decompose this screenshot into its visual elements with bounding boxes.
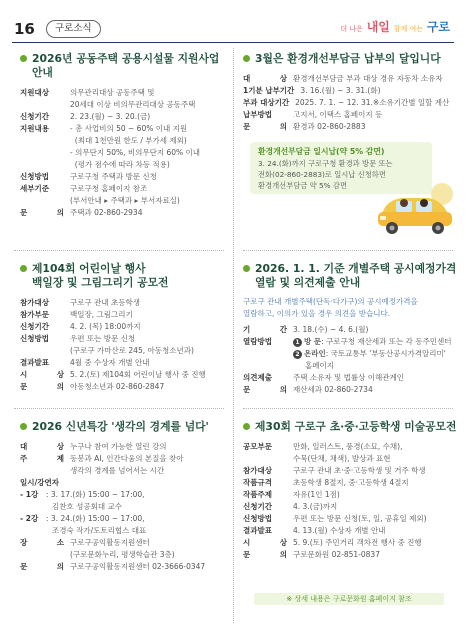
info-row bbox=[243, 97, 457, 109]
info-row bbox=[243, 549, 457, 561]
info-row bbox=[20, 537, 230, 561]
notice-title: 2026년 공동주택 공용시설물 지원사업 안내 bbox=[20, 52, 230, 80]
row-value-line: 구로구공익활동지원센터 bbox=[70, 538, 150, 547]
info-row bbox=[243, 441, 457, 465]
info-row bbox=[243, 384, 457, 396]
row-value-line: 우편 또는 방문 신청 bbox=[70, 334, 136, 343]
section-tag: 구로소식 bbox=[46, 20, 101, 38]
row-value bbox=[70, 453, 230, 477]
row-value-line: 구로구공익활동지원센터 02-3666-0347 bbox=[70, 562, 206, 571]
row-value-line: (구로구 가마산로 245, 아동청소년과) bbox=[70, 346, 194, 355]
row-value bbox=[70, 87, 230, 111]
info-row bbox=[243, 501, 457, 513]
row-value-line: 주택 소유자 및 법률상 이해관계인 bbox=[293, 373, 404, 382]
info-row bbox=[243, 477, 457, 489]
row-value-line: 구로구청 홈페이지 참조 bbox=[70, 184, 148, 193]
row-label: 1기분 납부기간 bbox=[243, 86, 295, 95]
row-value-line: 초등학생 8절지, 중·고등학생 4절지 bbox=[293, 478, 409, 487]
row-label: 장 소 bbox=[20, 538, 64, 547]
row-value bbox=[293, 537, 457, 549]
row-value-line: 5. 9.(토) 주민거리 객차전 행사 중 진행 bbox=[293, 538, 422, 547]
row-value-line: 4. 3.(금)까지 bbox=[293, 502, 338, 511]
row-label: 납부방법 bbox=[243, 110, 272, 119]
row-label: 기 간 bbox=[243, 325, 287, 334]
row-value-line: 생각의 경계를 넘어서는 시간 bbox=[70, 466, 165, 475]
notice-house-price-review bbox=[243, 262, 457, 396]
row-label: 문 의 bbox=[20, 208, 64, 217]
row-value bbox=[70, 333, 230, 357]
notice-rows bbox=[20, 297, 230, 393]
info-row bbox=[20, 441, 230, 453]
notice-rows bbox=[20, 87, 230, 219]
row-value-line: 4. 13.(월) 수상자 개별 안내 bbox=[293, 526, 386, 535]
row-value-line: 환경개선부담금 부과 대상 경유 자동차 소유자 bbox=[293, 74, 443, 83]
row-value-line: 구로문화원 02-851-0837 bbox=[293, 550, 380, 559]
row-label: 문 의 bbox=[20, 382, 64, 391]
page-number: 16 bbox=[14, 20, 35, 38]
row-label: 일시/강연자 bbox=[20, 478, 59, 487]
method-continuation: 홈페이지 bbox=[305, 361, 334, 370]
info-row bbox=[243, 537, 457, 549]
row-label: 신청기간 bbox=[243, 502, 272, 511]
schedule-line: : 3. 17.(화) 15:00 ~ 17:00, bbox=[46, 490, 145, 499]
row-label: 세부기준 bbox=[20, 184, 49, 193]
row-value bbox=[70, 357, 230, 369]
row-value-line: 2025. 7. 1. ~ 12. 31.※소유기간별 일할 계산 bbox=[295, 98, 450, 107]
row-divider bbox=[14, 408, 224, 409]
row-label: 참가대상 bbox=[243, 466, 272, 475]
row-value bbox=[70, 111, 230, 123]
info-row bbox=[20, 123, 230, 171]
row-value-line: 구로구 관내 초·중·고등학생 및 거주 학생 bbox=[293, 466, 426, 475]
brand-slogan bbox=[340, 18, 450, 35]
row-value bbox=[70, 369, 230, 381]
info-row bbox=[20, 297, 230, 309]
info-row bbox=[243, 85, 457, 97]
row-divider bbox=[14, 250, 224, 251]
row-value bbox=[70, 297, 230, 309]
notice-title: 3월은 환경개선부담금 납부의 달입니다 bbox=[243, 52, 457, 66]
row-label: 의견제출 bbox=[243, 373, 272, 382]
row-value bbox=[293, 525, 457, 537]
schedule-row bbox=[20, 513, 230, 537]
row-value bbox=[70, 537, 230, 561]
row-label: 공모부문 bbox=[243, 442, 272, 451]
row-value bbox=[293, 109, 457, 121]
notice-rows bbox=[20, 441, 230, 573]
discount-line: 환경개선부담금 약 5% 감면 bbox=[258, 181, 348, 190]
discount-line: 3. 24.(화)까지 구로구청 환경과 방문 또는 bbox=[258, 159, 393, 168]
notice-apartment-support bbox=[20, 52, 230, 219]
notice-rows bbox=[243, 441, 457, 561]
row-value bbox=[293, 513, 457, 525]
row-value-line: 3. 18.(수) ~ 4. 6.(월) bbox=[293, 325, 369, 334]
info-row bbox=[243, 489, 457, 501]
info-row bbox=[20, 561, 230, 573]
info-row bbox=[243, 73, 457, 85]
row-value-line: 4월 중 수상자 개별 안내 bbox=[70, 358, 150, 367]
row-value bbox=[70, 123, 230, 171]
schedule-label-row bbox=[20, 477, 230, 489]
schedule-line: 조경숙 작가/도토리협스 대표 bbox=[52, 526, 147, 535]
row-label: 문 의 bbox=[20, 562, 64, 571]
info-row bbox=[243, 121, 457, 133]
bullet-icon bbox=[20, 265, 27, 272]
brand-small-1: 더 나은 bbox=[340, 25, 363, 33]
schedule-row bbox=[20, 489, 230, 513]
bullet-icon bbox=[243, 423, 250, 430]
discount-title: 환경개선부담금 일시납(약 5% 감면) bbox=[258, 147, 385, 156]
number-1-icon: 1 bbox=[293, 338, 302, 347]
row-value bbox=[70, 183, 230, 207]
row-value-line: 수묵(단채, 채색), 발상과 표현 bbox=[293, 454, 391, 463]
notice-title: 제30회 구로구 초·중·고등학생 미술공모전 bbox=[243, 420, 457, 434]
row-value-line: 주택과 02-860-2934 bbox=[70, 208, 143, 217]
method-row bbox=[243, 336, 457, 360]
notice-title: 2026. 1. 1. 기준 개별주택 공시예정가격 열람 및 의견제출 안내 bbox=[243, 262, 457, 290]
method-item: 1 방 문: 구로구청 재산세과 또는 각 동주민센터 bbox=[293, 337, 451, 346]
info-row bbox=[243, 525, 457, 537]
car-illustration-icon bbox=[372, 178, 458, 238]
info-row bbox=[20, 381, 230, 393]
row-value-line: 우편 또는 방문 신청(토, 일, 공휴일 제외) bbox=[293, 514, 427, 523]
info-row bbox=[20, 111, 230, 123]
row-label: 참가부문 bbox=[20, 310, 49, 319]
row-value-line: 재산세과 02-860-2734 bbox=[293, 385, 373, 394]
schedule-value bbox=[46, 513, 230, 537]
row-value bbox=[293, 549, 457, 561]
row-value bbox=[70, 207, 230, 219]
bullet-icon bbox=[20, 55, 27, 62]
row-value bbox=[293, 73, 457, 85]
info-row bbox=[243, 465, 457, 477]
notice-title: 제104회 어린이날 행사 백일장 및 그림그리기 공모전 bbox=[20, 262, 230, 290]
row-label: 지원대상 bbox=[20, 88, 49, 97]
info-row bbox=[20, 321, 230, 333]
row-value-line: 3. 16.(월) ~ 3. 31.(화) bbox=[300, 86, 381, 95]
notice-rows bbox=[243, 324, 457, 396]
row-label: 대 상 bbox=[20, 442, 64, 451]
row-value bbox=[293, 465, 457, 477]
number-2-icon: 2 bbox=[293, 350, 302, 359]
row-value-line: 자유(1인 1점) bbox=[293, 490, 340, 499]
row-value-line: 2. 23.(월) ~ 3. 20.(금) bbox=[70, 112, 151, 121]
row-value bbox=[293, 324, 457, 336]
notice-art-contest bbox=[243, 420, 457, 561]
row-value bbox=[293, 372, 457, 384]
header-divider bbox=[12, 42, 454, 43]
row-value-line: 4. 2. (목) 18:00까지 bbox=[70, 322, 141, 331]
info-row bbox=[20, 369, 230, 381]
row-value bbox=[293, 441, 457, 465]
info-row bbox=[20, 309, 230, 321]
notice-rows bbox=[243, 73, 457, 133]
schedule-head: - 1강 bbox=[20, 490, 39, 499]
row-label: 문 의 bbox=[243, 385, 287, 394]
row-value-line: 의무관리대상 공동주택 및 bbox=[70, 88, 155, 97]
bullet-icon bbox=[20, 423, 27, 430]
row-value-line: 구로구청 주택과 방문 신청 bbox=[70, 172, 157, 181]
row-label: 신청기간 bbox=[20, 322, 49, 331]
schedule-value bbox=[46, 489, 230, 513]
row-value bbox=[293, 121, 457, 133]
row-label: 신청방법 bbox=[20, 172, 49, 181]
row-divider bbox=[243, 250, 453, 251]
row-value bbox=[70, 441, 230, 453]
row-value-line: (구로문화누리, 평생학습관 3층) bbox=[70, 550, 175, 559]
row-label: 문 의 bbox=[243, 550, 287, 559]
info-row bbox=[243, 372, 457, 384]
info-row bbox=[243, 513, 457, 525]
row-value-line: 환경과 02-860-2883 bbox=[293, 122, 366, 131]
row-label: 주 제 bbox=[20, 454, 64, 463]
row-value-line: 고지서, 이택스 홈페이지 등 bbox=[293, 110, 383, 119]
row-value-line: 백일장, 그림그리기 bbox=[70, 310, 133, 319]
row-label: 결과발표 bbox=[20, 358, 49, 367]
row-label: 시 상 bbox=[243, 538, 287, 547]
row-value-line: - 총 사업비의 50 ~ 60% 이내 지원 bbox=[70, 124, 188, 133]
bullet-icon bbox=[243, 55, 250, 62]
notice-environment-charge bbox=[243, 52, 457, 133]
row-value-line: 구로구 관내 초등학생 bbox=[70, 298, 140, 307]
row-value-line: 20세대 이상 비의무관리대상 공동주택 bbox=[70, 100, 196, 109]
row-label: 시 상 bbox=[20, 370, 64, 379]
schedule-line: : 3. 24.(화) 15:00 ~ 17:00, bbox=[46, 514, 145, 523]
row-value bbox=[70, 381, 230, 393]
row-divider bbox=[243, 408, 453, 409]
row-value-line: 아동청소년과 02-860-2847 bbox=[70, 382, 165, 391]
brand-big-1: 내일 bbox=[366, 20, 390, 34]
brand-small-2: 함께 여는 bbox=[393, 25, 423, 33]
row-value-line: - 의무단지 50%, 비의무단지 60% 이내 bbox=[70, 148, 201, 157]
bullet-icon bbox=[243, 265, 250, 272]
info-row bbox=[20, 171, 230, 183]
row-label: 참가대상 bbox=[20, 298, 49, 307]
row-label: 열람방법 bbox=[243, 337, 272, 346]
info-row bbox=[20, 87, 230, 111]
row-value bbox=[70, 321, 230, 333]
info-row bbox=[20, 357, 230, 369]
row-value-line: 동봉과 AI, 인간다움의 본질을 찾아 bbox=[70, 454, 184, 463]
column-divider bbox=[233, 48, 234, 623]
page-header bbox=[0, 0, 466, 46]
info-row bbox=[20, 453, 230, 477]
row-value-line: (최대 1천만원 한도 / 부가세 제외) bbox=[70, 136, 187, 145]
row-label: 결과발표 bbox=[243, 526, 272, 535]
row-value bbox=[293, 501, 457, 513]
row-value bbox=[293, 489, 457, 501]
row-value-line: (평가 점수에 따라 차등 적용) bbox=[70, 160, 170, 169]
brand-big-2: 구로 bbox=[426, 20, 450, 34]
row-value-line: (부서안내 ▸ 주택과 ▸ 부서자료실) bbox=[70, 196, 180, 205]
notice-intro: 구로구 관내 개별주택(단독·다가구)의 공시예정가격을 열람하고, 이의가 있을 경우 의견을 받습니다. bbox=[243, 297, 418, 318]
method-item: 2 온라인: 국토교통부 '부동산공시가격알리미' bbox=[293, 349, 446, 358]
row-value bbox=[293, 477, 457, 489]
schedule-head: - 2강 bbox=[20, 514, 39, 523]
row-value bbox=[70, 171, 230, 183]
row-value bbox=[300, 85, 457, 97]
footnote: ※ 상세 내용은 구로문화원 홈페이지 참조 bbox=[254, 593, 444, 605]
discount-line: 전화(02-860-2883)로 일시납 신청하면 bbox=[258, 170, 386, 179]
row-label: 작품규격 bbox=[243, 478, 272, 487]
row-label: 신청기간 bbox=[20, 112, 49, 121]
row-value-line: 5. 2.(토) 제104회 어린이날 행사 중 진행 bbox=[70, 370, 206, 379]
row-label: 대 상 bbox=[243, 74, 287, 83]
info-row bbox=[20, 183, 230, 207]
row-label: 작품주제 bbox=[243, 490, 272, 499]
row-label: 신청방법 bbox=[243, 514, 272, 523]
row-value bbox=[293, 384, 457, 396]
row-value-line: 누구나 참여 가능한 열린 강의 bbox=[70, 442, 167, 451]
row-label: 문 의 bbox=[243, 122, 287, 131]
info-row bbox=[20, 333, 230, 357]
info-row bbox=[243, 324, 457, 336]
row-value-line: 만화, 일러스트, 풍경(소묘, 수채), bbox=[293, 442, 403, 451]
notice-title: 2026 신년특강 '생각의 경계를 넘다' bbox=[20, 420, 230, 434]
row-label: 부과 대상기간 bbox=[243, 98, 290, 107]
schedule-line: 김찬호 성공회대 교수 bbox=[52, 502, 122, 511]
info-row bbox=[20, 207, 230, 219]
row-value bbox=[70, 561, 230, 573]
row-label: 지원내용 bbox=[20, 124, 49, 133]
notice-new-year-lecture bbox=[20, 420, 230, 573]
info-row bbox=[243, 109, 457, 121]
row-label: 신청방법 bbox=[20, 334, 49, 343]
row-value bbox=[70, 309, 230, 321]
row-value bbox=[295, 97, 457, 109]
notice-childrens-day-contest bbox=[20, 262, 230, 393]
